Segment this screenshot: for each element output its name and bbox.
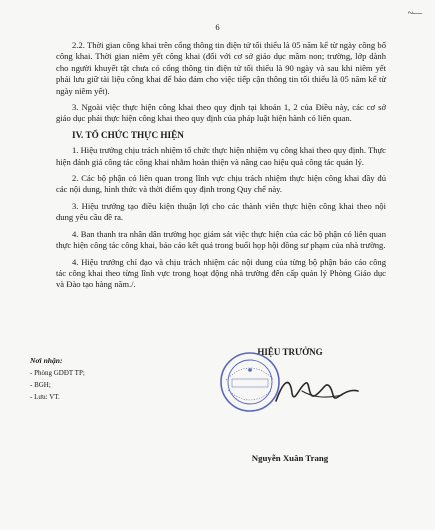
paragraph-iv-4: 4. Ban thanh tra nhân dân trường học giám sát việc thực hiện của các bộ phận có liên quan thực hiện công tác công khai, báo cáo kết quả trong buổi họp hội đồng sư phạm của nhà trường. [56, 228, 386, 251]
paragraph-iv-2: 2. Các bộ phận có liên quan trong lĩnh vực chịu trách nhiệm thực hiện công khai đầy đủ các nội dung, hình thức và thời điểm quy định trong Quy chế này. [56, 173, 386, 195]
recipients-block [30, 355, 170, 403]
page-number: 6 [215, 22, 220, 32]
corner-mark: ~— [407, 8, 421, 19]
handwritten-signature [272, 371, 362, 411]
recipient-item: - BGH; [30, 381, 51, 389]
document-body [56, 40, 386, 296]
paragraph-iv-3: 3. Hiệu trưởng tạo điều kiện thuận lợi cho các thành viên thực hiện công khai theo nội dung yêu cầu đề ra. [56, 200, 386, 223]
paragraph-3: 3. Ngoài việc thực hiện công khai theo quy định tại khoản 1, 2 của Điều này, các cơ sở giáo dục phải thực hiện công khai theo quy định của pháp luật hiện hành có liên quan. [56, 102, 386, 124]
recipient-item: - Lưu: VT. [30, 393, 60, 401]
paragraph-2-2: 2.2. Thời gian công khai trên cổng thông tin điện tử tối thiểu là 05 năm kể từ ngày công bố công khai. Thời gian niêm yết công khai (đối với cơ sở giáo dục mầm non; trường, lớp dành cho người khuyết tật chưa có cổng thông tin điện tử tối thiểu là 90 ngày và sau khi niêm yết phải lưu giữ tài liệu công khai để bảo đảm cho việc tiếp cận thông tin tối thiểu là 05 năm kể từ ngày niêm yết). [56, 40, 386, 96]
paragraph-iv-1: 1. Hiệu trưởng chịu trách nhiệm tổ chức thực hiện nhiệm vụ công khai theo quy định. Thực hiện đánh giá công tác công khai nhằm hoàn thiện và nâng cao hiệu quả công tác quản lý. [56, 145, 386, 167]
paragraph-iv-5: 4. Hiệu trưởng chỉ đạo và chịu trách nhiệm các nội dung của từng bộ phận báo cáo công tác công khai theo từng lĩnh vực trong hoạt động nhà trường đến cấp quản lý Phòng Giáo dục và Đào tạo hàng năm./. [56, 256, 386, 290]
recipients-title: Nơi nhận: [30, 356, 63, 365]
signer-title: HIỆU TRƯỞNG [257, 347, 323, 357]
signature-block [200, 345, 360, 475]
recipient-item: - Phòng GDĐT TP; [30, 369, 85, 377]
signer-name: Nguyễn Xuân Trang [251, 453, 329, 463]
section-iv-title: IV. TỔ CHỨC THỰC HIỆN [72, 129, 184, 140]
